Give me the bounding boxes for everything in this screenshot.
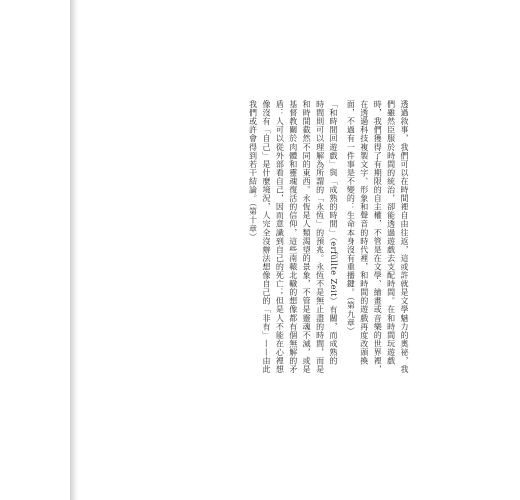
page-gutter-shadow <box>70 0 78 500</box>
vertical-text-block <box>196 100 411 376</box>
paragraph-chapter-ten: 「和時間回遊戲」與「成熟的時間」（erfüllte Zeit）有關，而成熟的 時間則可以理解為所謂的「永恆」的預兆。永恆不是無止盡的時間，而是 和時間截然不同的東西。永恆是人類渴望的景象，不管是靈魂不滅，或是 基督教關於肉體和靈魂復活的信仰，這些南轅北轍的想像都有個無解的矛 盾：人可以從外部看自己，因而意識到自己的死亡；但是人不能在心裡想 像沒有「自己」是什麼境況，人完全沒辦法想像自己的「非有」——由此 我們或許會得到若干結論。（第十章） <box>248 100 338 374</box>
paragraph-chapter-nine: 透過敘事，我們可以在時間裡自由往返，這或許就是文學魅力的奧祕，我 們雖然臣服於時間的統治，卻能透過遊戲去支配時間。在和時間玩遊戲 時，我們獲得了有期限的自主權，不管是在文學、繪畫或音樂的世界裡， 在透過科技複製文字、形象和聲音的時代裡，和時間的遊戲再度改頭換 面，不過有一件事是不變的：生命本身沒有重播鍵。（第九章） <box>346 100 409 374</box>
